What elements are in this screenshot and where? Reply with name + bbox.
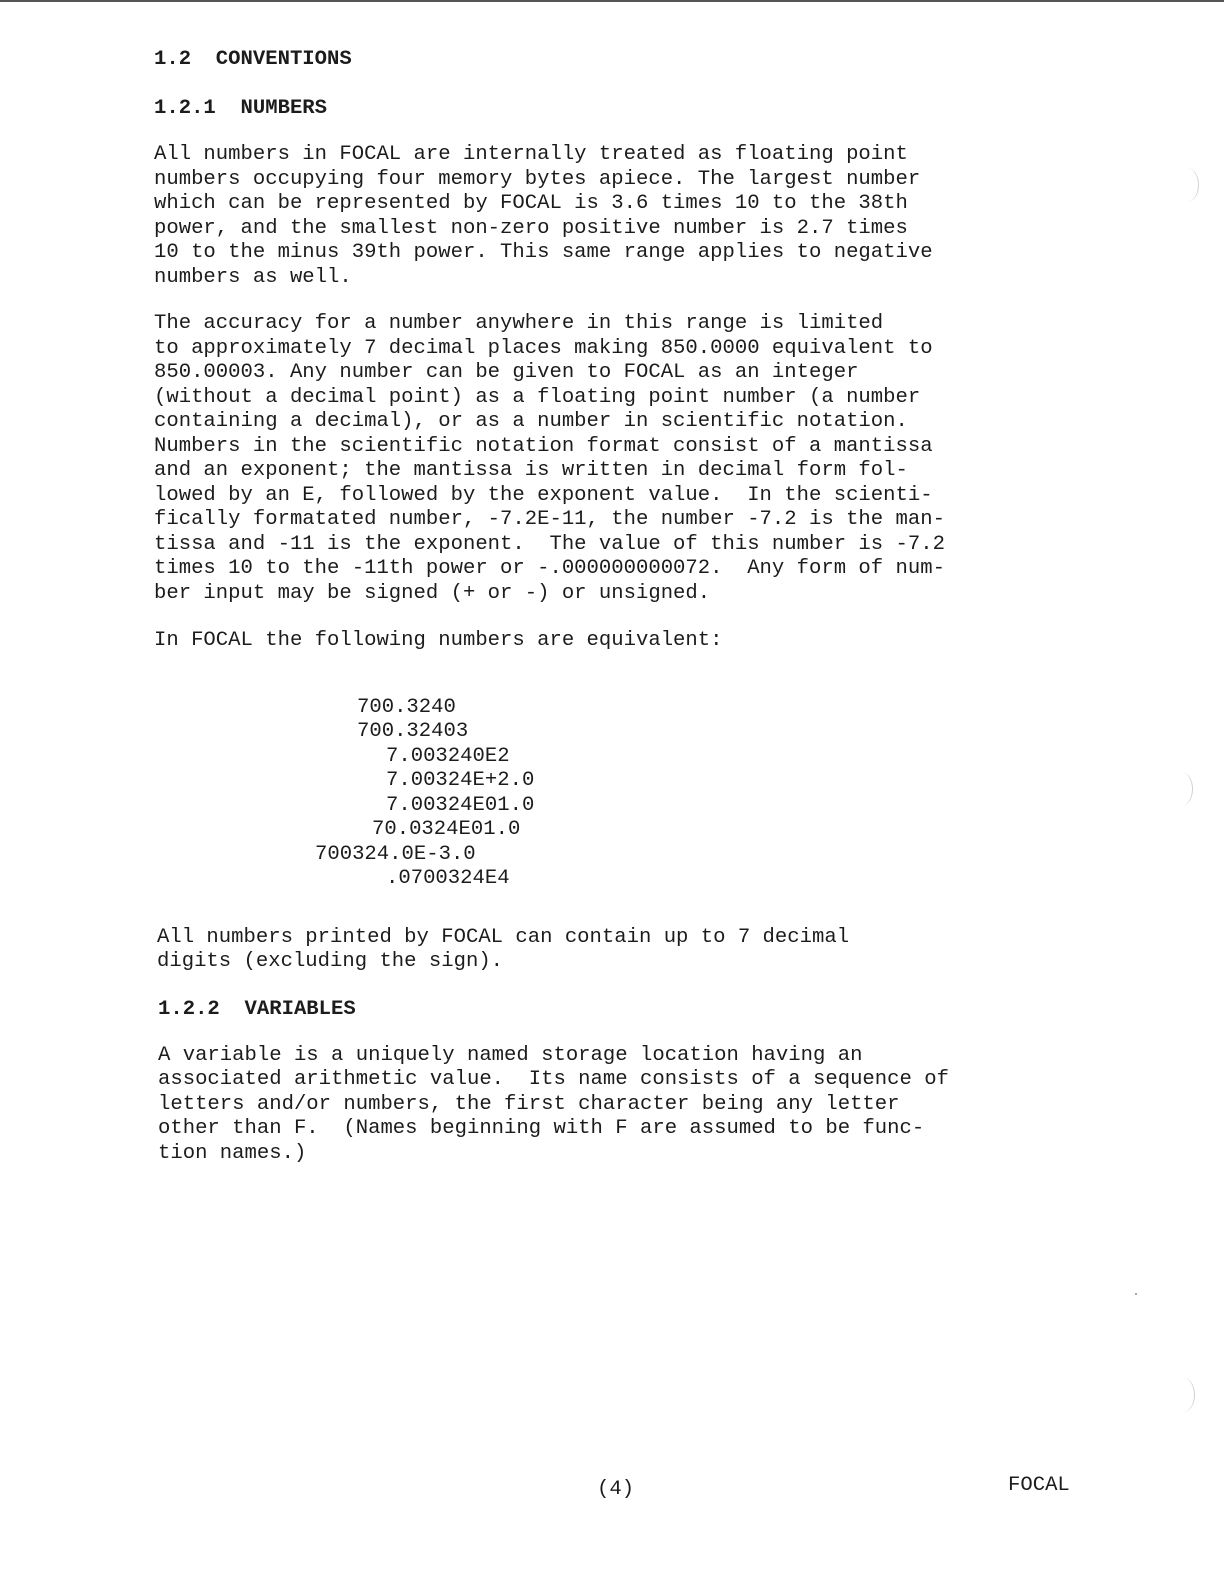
section-title: CONVENTIONS xyxy=(215,48,352,71)
text-line: associated arithmetic value. Its name consists of a sequence of xyxy=(158,1068,949,1091)
section-title: VARIABLES xyxy=(244,997,356,1021)
binding-hole-mark xyxy=(1170,772,1193,806)
paragraph-printed-digits xyxy=(154,926,1084,975)
text-line: to approximately 7 decimal places making 850.0000 equivalent to xyxy=(154,336,933,360)
text-line: (without a decimal point) as a floating point number (a number xyxy=(154,385,921,409)
equivalent-number: 7.00324E01.0 xyxy=(386,793,535,817)
document-page xyxy=(154,46,1084,1166)
equivalent-number: 7.00324E+2.0 xyxy=(386,769,535,792)
text-line: 850.00003. Any number can be given to FOCAL as an integer xyxy=(154,361,859,384)
section-number: 1.2 xyxy=(154,48,192,71)
section-heading-conventions xyxy=(154,48,1084,72)
text-line: A variable is a uniquely named storage location having an xyxy=(158,1043,863,1067)
scan-speck xyxy=(1135,1293,1137,1295)
paragraph-equivalent-intro xyxy=(154,629,1084,654)
text-line: All numbers in FOCAL are internally treated as floating point xyxy=(154,143,908,166)
text-line: tissa and -11 is the exponent. The value of this number is -7.2 xyxy=(154,532,945,556)
equivalent-number: 7.003240E2 xyxy=(386,744,510,768)
binding-hole-mark xyxy=(1172,1378,1195,1412)
paragraph-number-range xyxy=(154,143,1084,290)
text-line: The accuracy for a number anywhere in this range is limited xyxy=(154,312,884,335)
text-line: digits (excluding the sign). xyxy=(157,950,504,973)
section-heading-variables xyxy=(154,998,1084,1022)
page-number: (4) xyxy=(597,1478,635,1501)
text-line: and an exponent; the mantissa is written in decimal form fol- xyxy=(154,459,908,482)
footer-title: FOCAL xyxy=(1008,1474,1070,1497)
text-line: Numbers in the scientific notation format consist of a mantissa xyxy=(154,434,933,458)
equivalent-number: 70.0324E01.0 xyxy=(372,818,521,841)
text-line: In FOCAL the following numbers are equivalent: xyxy=(154,629,723,652)
text-line: fically formatated number, -7.2E-11, the number -7.2 is the man- xyxy=(154,508,945,531)
text-line: tion names.) xyxy=(158,1141,307,1165)
section-number: 1.2.2 xyxy=(158,997,220,1021)
equivalent-number: 700324.0E-3.0 xyxy=(315,842,476,866)
paragraph-accuracy xyxy=(154,312,1084,606)
section-number: 1.2.1 xyxy=(154,97,216,120)
text-line: ber input may be signed (+ or -) or unsigned. xyxy=(154,581,711,605)
paragraph-variables xyxy=(154,1044,1084,1167)
text-line: numbers occupying four memory bytes apiece. The largest number xyxy=(154,167,921,191)
equivalent-numbers-list xyxy=(154,696,1084,896)
text-line: lowed by an E, followed by the exponent value. In the scienti- xyxy=(154,483,933,507)
top-scan-edge xyxy=(0,0,1224,2)
equivalent-number: 700.32403 xyxy=(357,720,469,743)
equivalent-number: .0700324E4 xyxy=(386,867,510,890)
binding-hole-mark xyxy=(1176,168,1199,202)
text-line: power, and the smallest non-zero positive number is 2.7 times xyxy=(154,216,908,240)
text-line: numbers as well. xyxy=(154,265,352,289)
text-line: All numbers printed by FOCAL can contain up to 7 decimal xyxy=(157,925,850,949)
equivalent-number: 700.3240 xyxy=(357,695,456,719)
text-line: times 10 to the -11th power or -.000000000072. Any form of num- xyxy=(154,557,945,580)
text-line: other than F. (Names beginning with F are assumed to be func- xyxy=(158,1117,925,1140)
text-line: letters and/or numbers, the first character being any letter xyxy=(158,1092,900,1116)
text-line: containing a decimal), or as a number in scientific notation. xyxy=(154,410,908,433)
section-title: NUMBERS xyxy=(240,97,328,120)
text-line: 10 to the minus 39th power. This same range applies to negative xyxy=(154,241,933,264)
section-heading-numbers xyxy=(154,97,1084,121)
text-line: which can be represented by FOCAL is 3.6 times 10 to the 38th xyxy=(154,192,908,215)
